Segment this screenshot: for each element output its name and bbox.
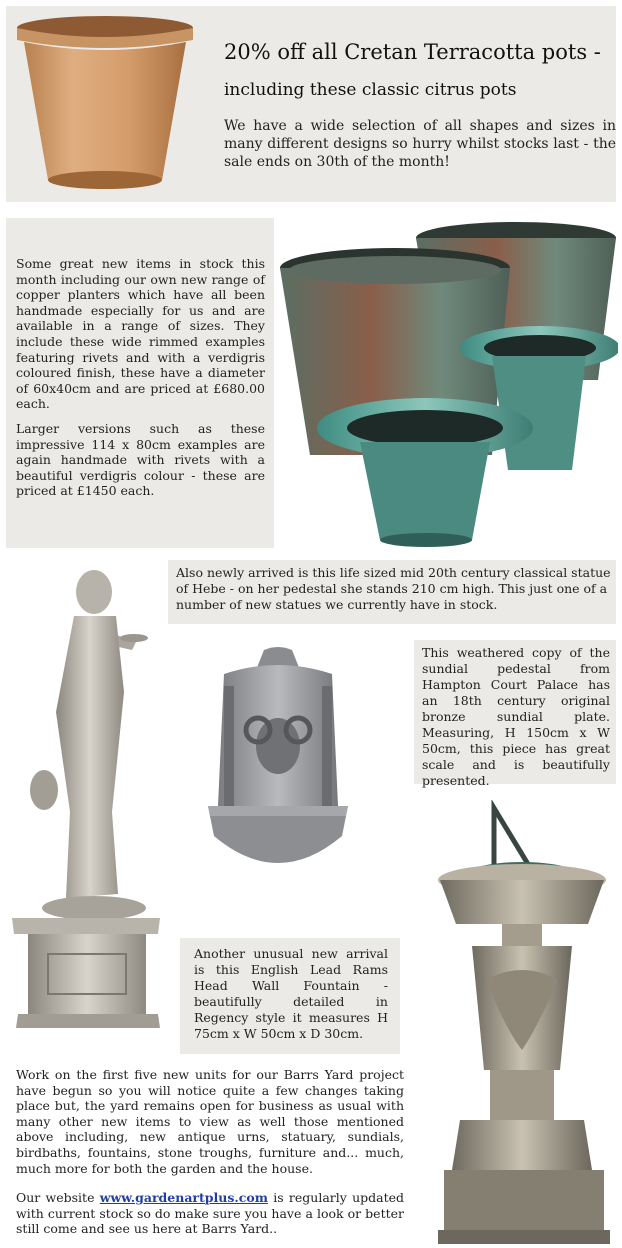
website-text — [16, 1190, 404, 1237]
promo-heading: 20% off all Cretan Terracotta pots - — [224, 40, 601, 64]
fountain-text: Another unusual new arrival is this English Lead Rams Head Wall Fountain - beautifully detailed in Regency style it measures H 75cm x W 50cm x D 30cm. — [194, 946, 388, 1041]
promo-subheading: including these classic citrus pots — [224, 80, 517, 100]
website-prefix: Our website — [16, 1190, 100, 1205]
wall-fountain-image — [204, 646, 352, 890]
copper-paragraph-2: Larger versions such as these impressive 114 x 80cm examples are again handmade with rivets with a beautiful verdigris colour - these are priced at £1450 each. — [16, 420, 265, 499]
sundial-text: This weathered copy of the sundial pedestal from Hampton Court Palace has an 18th century original bronze sundial plate. Measuring, H 150cm x W 50cm, this piece has great scale and is beautifully presented. — [422, 645, 610, 788]
terracotta-pot-image — [12, 12, 198, 192]
sundial-image — [436, 800, 614, 1246]
promo-body: We have a wide selection of all shapes and sizes in many different designs so hurry whilst stocks last - the sale ends on 30th of the month! — [224, 118, 616, 170]
barrs-yard-text: Work on the first five new units for our Barrs Yard project have begun so you will notice quite a few changes taking place but, the yard remains open for business as usual with many other new items to view as well those mentioned above including, new antique urns, statuary, sundials, birdbaths, fountains, stone troughs, furniture and... much, much more for both the garden and the house. — [16, 1067, 404, 1176]
copper-paragraph-1: Some great new items in stock this month including our own new range of copper planters which have all been handmade especially for us and are available in a range of sizes. They include these wide rimmed examples featuring rivets and with a verdigris coloured finish, these have a diameter of 60x40cm and are priced at £680.00 each. — [16, 256, 265, 412]
website-link[interactable]: www.gardenartplus.com — [99, 1190, 268, 1205]
hebe-text: Also newly arrived is this life sized mid 20th century classical statue of Hebe - on her pedestal she stands 210 cm high. This just one of a number of new statues we currently have in stock. — [176, 565, 611, 612]
copper-planters-image — [280, 220, 618, 550]
hebe-statue-image — [8, 562, 166, 1030]
website-suffix: is regularly updated with current stock so do make sure you have a look or better still come and see us here at Barrs Yard.. — [16, 1190, 404, 1237]
copper-text — [16, 256, 265, 499]
